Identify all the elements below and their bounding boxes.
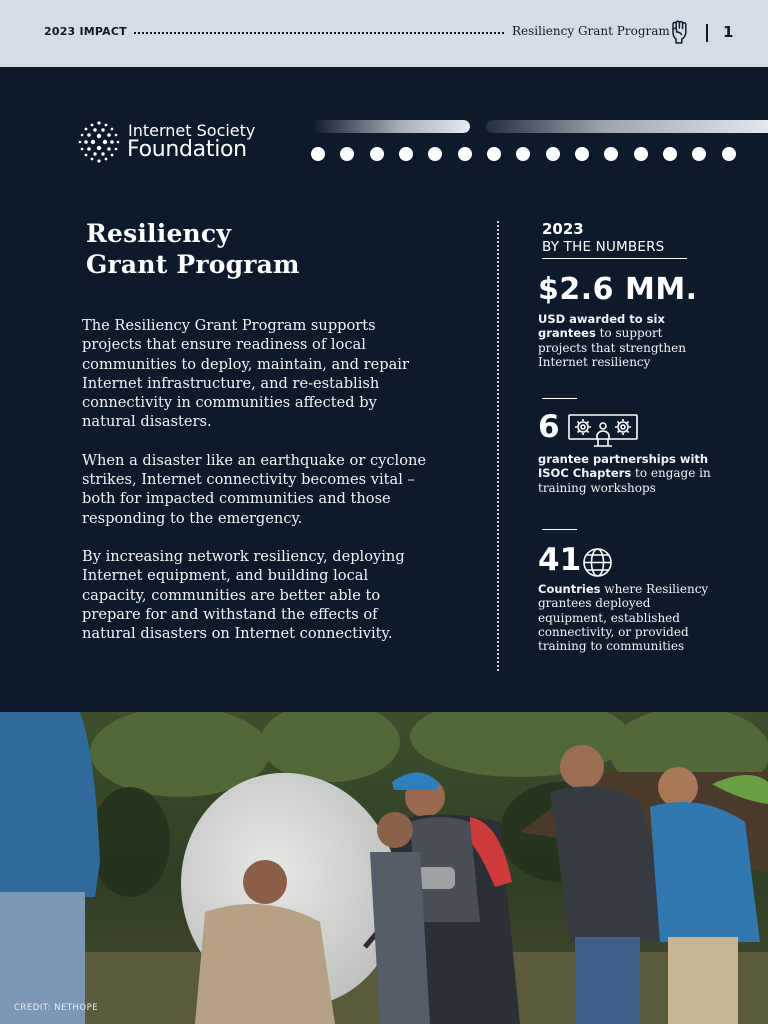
logo-line-2: Foundation <box>127 137 247 162</box>
stats-underline <box>542 258 687 259</box>
stat-value: 6 <box>538 409 560 445</box>
header-separator <box>706 24 708 42</box>
body-paragraph: When a disaster like an earthquake or cyclone strikes, Internet connectivity becomes vital – both for impacted communities and those responding to the emergency. <box>82 451 427 527</box>
field-team-photo <box>0 712 768 1024</box>
header-dotted-rule <box>134 32 504 34</box>
stats-subtitle: BY THE NUMBERS <box>542 239 665 255</box>
body-text <box>82 316 427 662</box>
decorative-bar <box>312 120 470 133</box>
stat-description: USD awarded to six grantees to support projects that strengthen Internet resiliency <box>538 312 686 369</box>
stat-description: grantee partnerships with ISOC Chapters to engage in training workshops <box>538 452 711 495</box>
stat-divider <box>542 529 577 530</box>
stats-year: 2023 <box>542 220 584 238</box>
dots-globe-icon <box>76 119 122 165</box>
column-divider <box>497 221 499 671</box>
page-header <box>0 0 768 67</box>
team-gears-icon <box>568 413 638 447</box>
page-title: Resiliency Grant Program <box>86 219 300 279</box>
photo-credit: CREDIT: NETHOPE <box>14 1003 99 1013</box>
body-paragraph: By increasing network resiliency, deploying Internet equipment, and building local capacity, communities are better able to prepare for and withstand the effects of natural disasters on Internet connectivity. <box>82 547 405 643</box>
decorative-bar <box>486 120 768 133</box>
program-label: Resiliency Grant Program <box>512 24 670 38</box>
globe-icon <box>582 547 613 578</box>
stat-value: 41 <box>538 542 582 578</box>
logo-line-1: Internet Society <box>128 121 256 140</box>
section-label: 2023 IMPACT <box>44 25 127 38</box>
stat-value: $2.6 MM. <box>538 272 698 307</box>
raised-fist-icon <box>669 20 691 44</box>
decorative-dot-row <box>311 147 736 163</box>
stat-divider <box>542 398 577 399</box>
body-paragraph: The Resiliency Grant Program supports projects that ensure readiness of local communities to deploy, maintain, and repair Internet infrastructure, and re-establish connectivity in communities affected by natural disasters. <box>82 317 409 431</box>
stat-description: Countries where Resiliency grantees deployed equipment, established connectivity, or provided training to communities <box>538 582 709 654</box>
page-number: 1 <box>723 23 734 41</box>
foundation-logo <box>76 119 266 165</box>
